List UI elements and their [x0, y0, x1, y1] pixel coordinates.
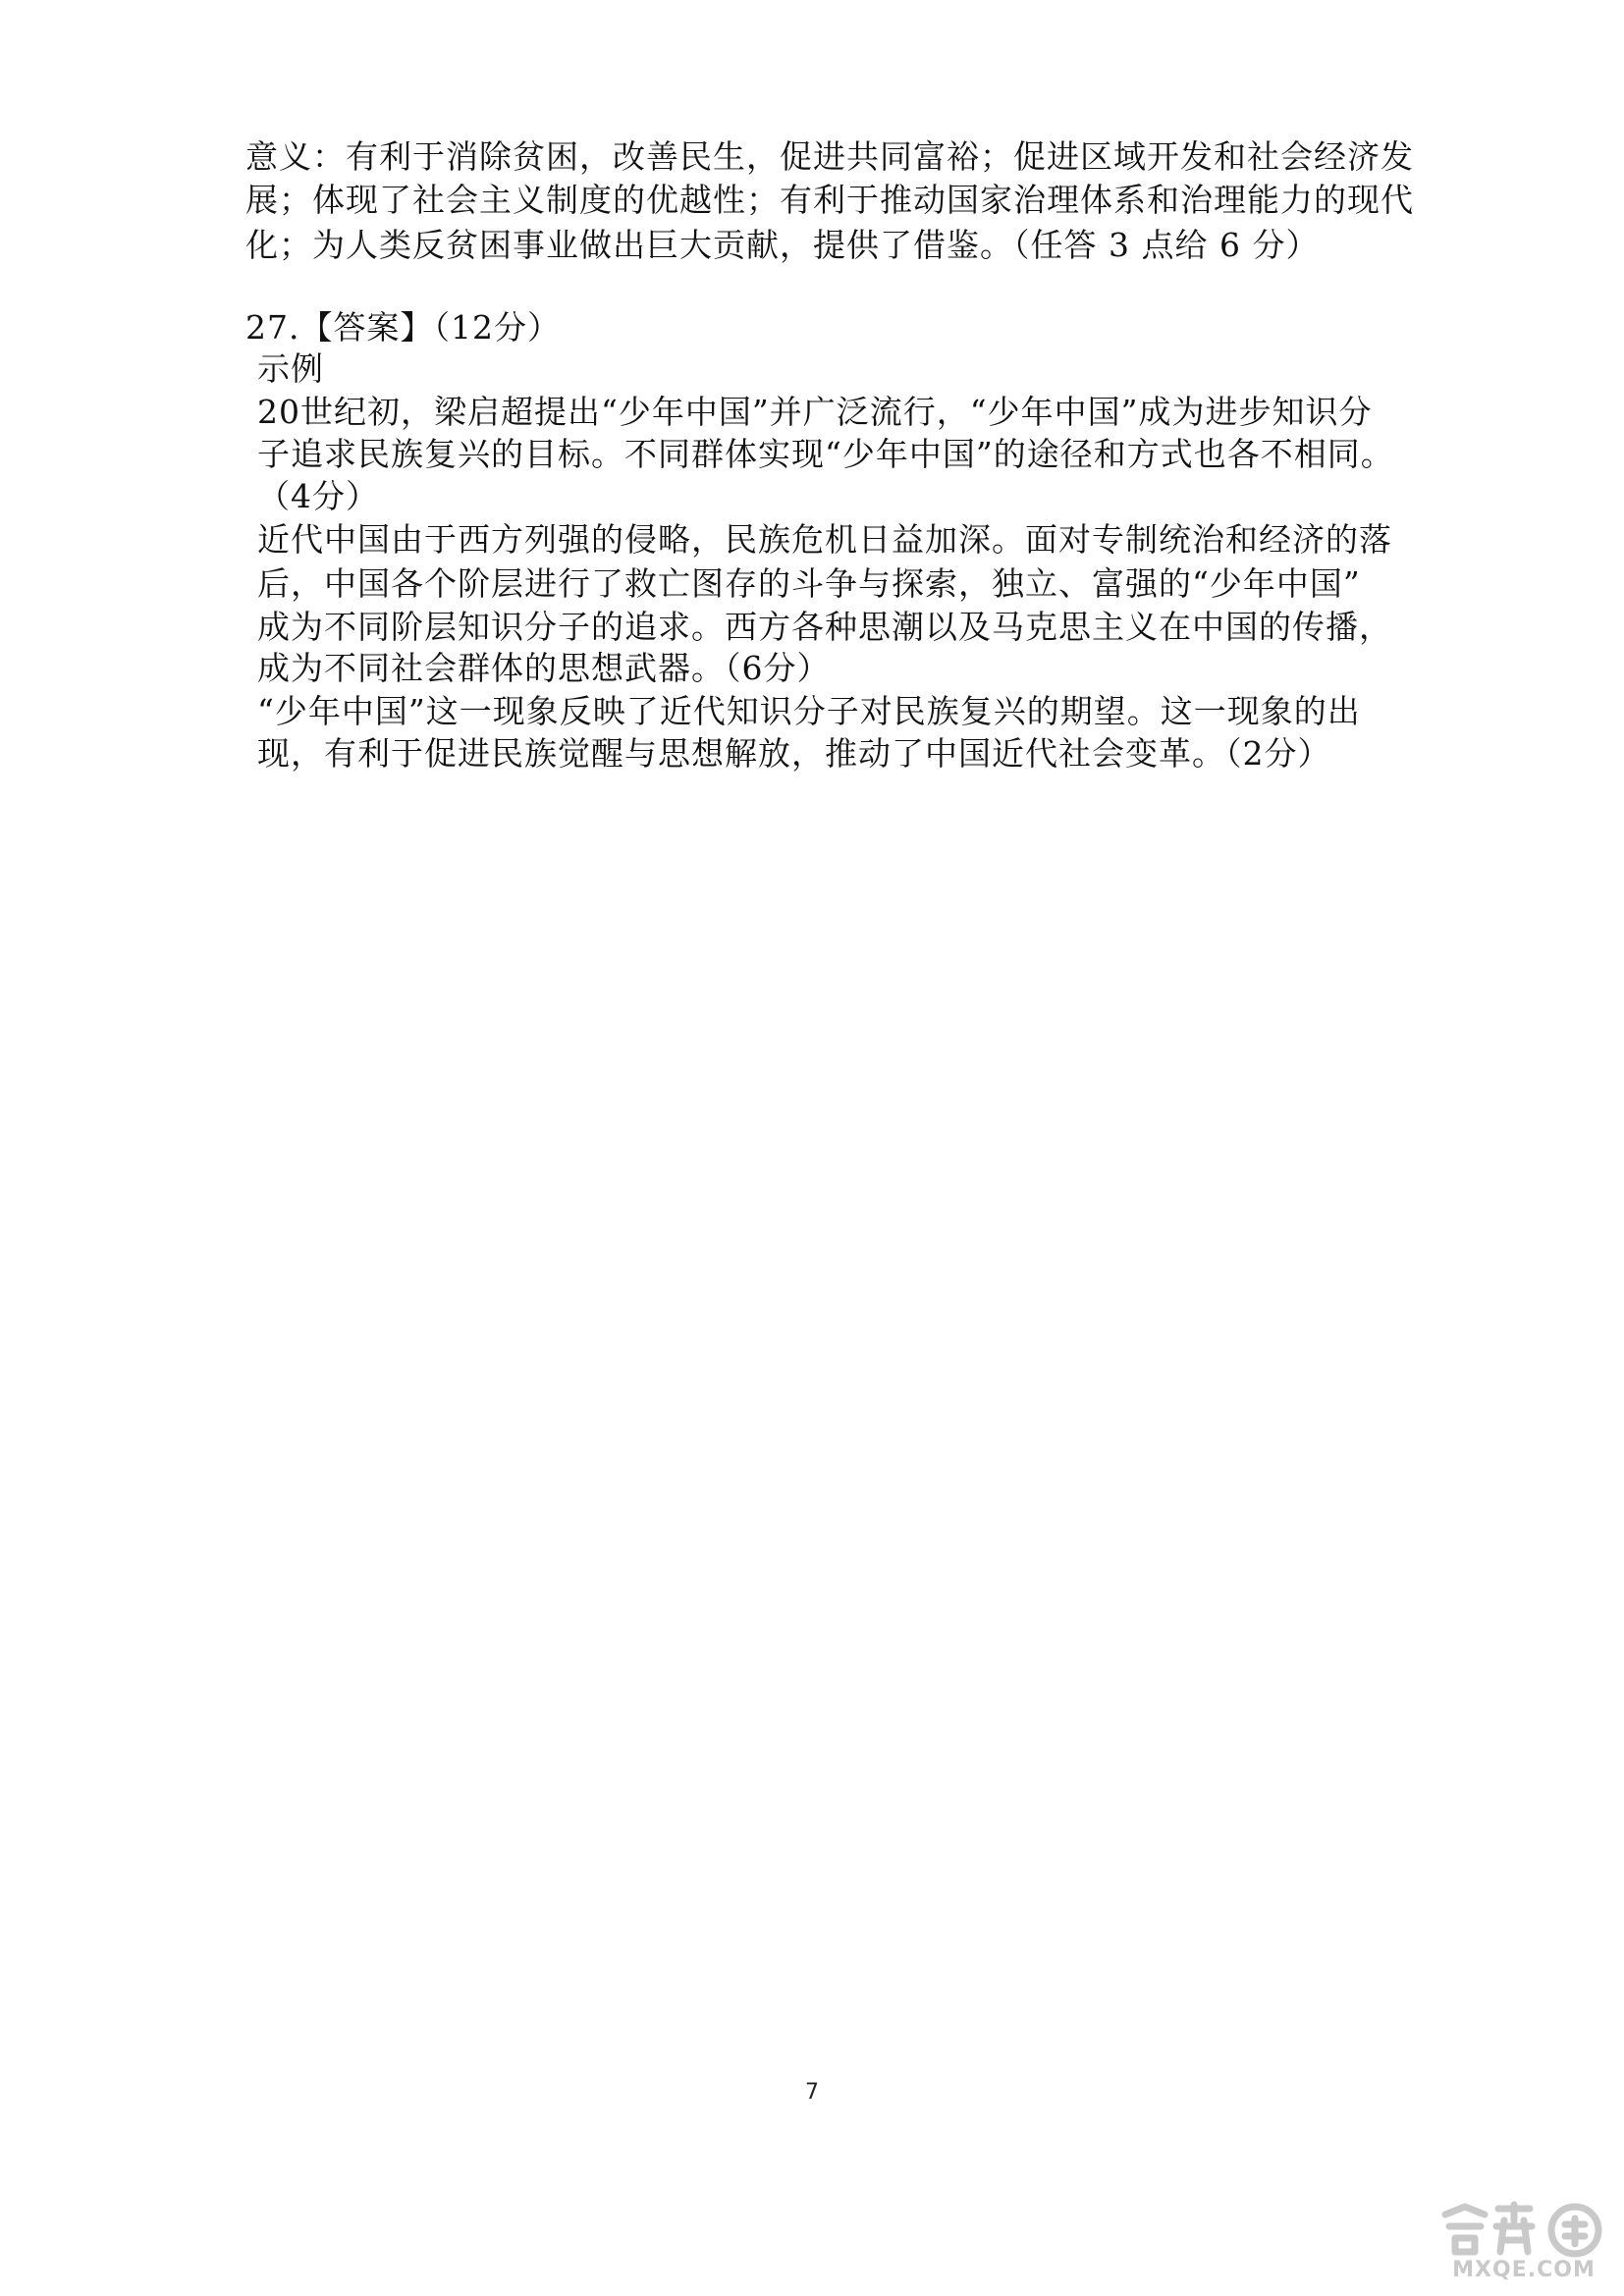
q27-paragraph1-line-1: 20世纪初，梁启超提出“少年中国”并广泛流行，“少年中国”成为进步知识分: [257, 393, 1373, 431]
q27-paragraph2-line-2: 后，中国各个阶层进行了救亡图存的斗争与探索，独立、富强的“少年中国”: [257, 564, 1361, 603]
watermark-logo: [1435, 2197, 1612, 2287]
q27-paragraph1-line-2: 子追求民族复兴的目标。不同群体实现“少年中国”的途径和方式也各不相同。: [257, 435, 1394, 473]
q26-significance-line-3: 化；为人类反贫困事业做出巨大贡献，提供了借鉴。（任答 3 点给 6 分）: [245, 226, 1320, 264]
page-number: 7: [805, 2080, 819, 2105]
q26-significance-line-1: 意义：有利于消除贫困，改善民生，促进共同富裕；促进区域开发和社会经济发: [245, 137, 1414, 176]
q27-example-label: 示例: [257, 349, 324, 388]
q27-paragraph2-line-1: 近代中国由于西方列强的侵略，民族危机日益加深。面对专制统治和经济的落: [257, 520, 1392, 559]
q27-heading: 27.【答案】（12分）: [245, 308, 561, 347]
watermark-site-text: MXQE.COM: [1452, 2258, 1596, 2282]
q27-paragraph2-line-3: 成为不同阶层知识分子的追求。西方各种思潮以及马克思主义在中国的传播，: [257, 608, 1392, 646]
q27-paragraph1-line-3: （4分）: [257, 477, 379, 515]
q27-paragraph2-line-4: 成为不同社会群体的思想武器。（6分）: [257, 649, 831, 687]
q26-significance-line-2: 展；体现了社会主义制度的优越性；有利于推动国家治理体系和治理能力的现代: [245, 181, 1414, 219]
watermark-logo-icon: [1435, 2197, 1612, 2260]
q27-paragraph3-line-2: 现，有利于促进民族觉醒与思想解放，推动了中国近代社会变革。（2分）: [257, 734, 1331, 773]
q27-paragraph3-line-1: “少年中国”这一现象反映了近代知识分子对民族复兴的期望。这一现象的出: [257, 692, 1361, 730]
